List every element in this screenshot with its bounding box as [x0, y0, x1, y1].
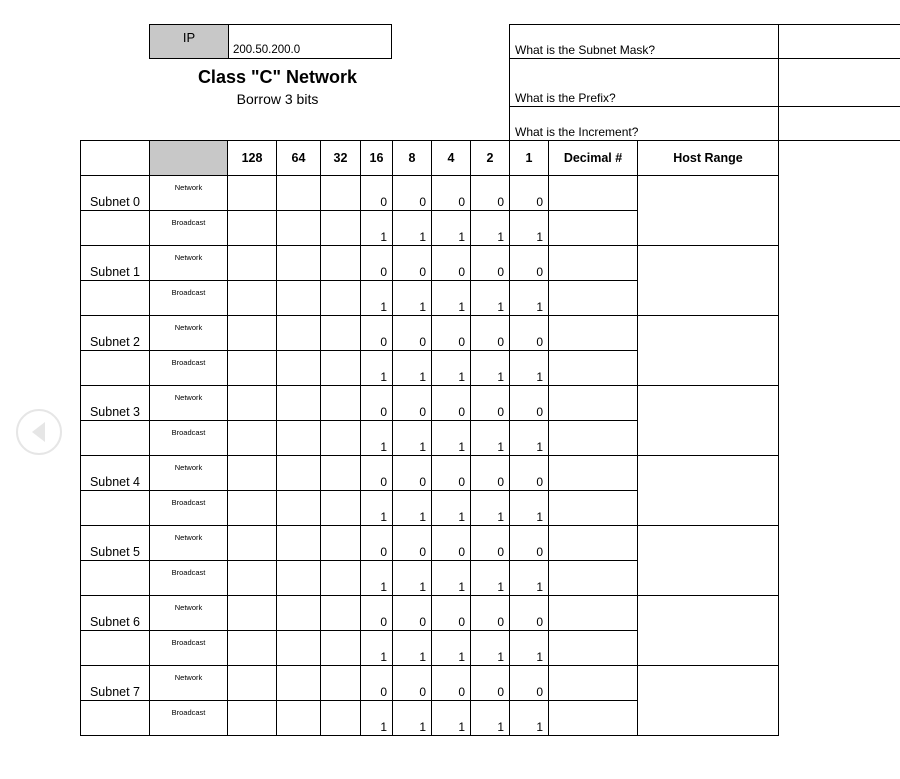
chevron-left-icon: [29, 420, 49, 444]
bit-value: 0: [361, 386, 393, 421]
header-bit-1: 1: [510, 141, 549, 176]
bit-input-cell[interactable]: [321, 211, 361, 246]
bit-input-cell[interactable]: [321, 561, 361, 596]
bit-value: 1: [393, 701, 432, 736]
bit-value: 1: [361, 561, 393, 596]
bit-value: 0: [393, 456, 432, 491]
bit-value: 1: [361, 491, 393, 526]
bit-value: 0: [432, 316, 471, 351]
bit-input-cell[interactable]: [228, 456, 277, 491]
bit-value: 0: [510, 526, 549, 561]
bit-value: 0: [471, 176, 510, 211]
bit-input-cell[interactable]: [228, 701, 277, 736]
bit-value: 1: [361, 351, 393, 386]
bit-input-cell[interactable]: [228, 386, 277, 421]
bit-value: 1: [510, 631, 549, 666]
decimal-input[interactable]: [549, 491, 638, 526]
bit-value: 1: [510, 561, 549, 596]
bit-value: 0: [393, 526, 432, 561]
bit-value: 0: [471, 386, 510, 421]
subnet-6-network-row: [81, 596, 779, 631]
bit-value: 1: [510, 281, 549, 316]
subnet-label-blank: [81, 211, 150, 246]
bit-value: 0: [510, 176, 549, 211]
host-range-input[interactable]: [638, 526, 779, 596]
host-range-input[interactable]: [638, 386, 779, 456]
bit-input-cell[interactable]: [321, 246, 361, 281]
bit-value: 1: [510, 701, 549, 736]
ip-value-field[interactable]: 200.50.200.0: [228, 24, 392, 59]
bit-input-cell[interactable]: [228, 526, 277, 561]
increment-answer[interactable]: [778, 106, 900, 141]
bit-value: 1: [393, 351, 432, 386]
bit-value: 1: [361, 421, 393, 456]
bit-value: 0: [471, 316, 510, 351]
bit-value: 0: [510, 456, 549, 491]
subnet-label-blank: [81, 701, 150, 736]
bit-input-cell[interactable]: [277, 701, 321, 736]
bit-input-cell[interactable]: [277, 596, 321, 631]
bit-input-cell[interactable]: [321, 701, 361, 736]
subnet-mask-answer[interactable]: [778, 24, 900, 59]
bit-value: 1: [432, 281, 471, 316]
decimal-input[interactable]: [549, 281, 638, 316]
subnet-label: Subnet 6: [81, 596, 150, 631]
bit-input-cell[interactable]: [228, 561, 277, 596]
bit-value: 0: [393, 176, 432, 211]
bit-value: 1: [471, 421, 510, 456]
bit-input-cell[interactable]: [321, 386, 361, 421]
bit-input-cell[interactable]: [228, 491, 277, 526]
bit-value: 0: [432, 176, 471, 211]
network-label: Network: [150, 176, 228, 211]
bit-input-cell[interactable]: [277, 421, 321, 456]
decimal-input[interactable]: [549, 456, 638, 491]
bit-input-cell[interactable]: [277, 316, 321, 351]
questions-panel: [509, 24, 900, 141]
bit-value: 1: [393, 421, 432, 456]
bit-input-cell[interactable]: [321, 421, 361, 456]
bit-value: 1: [471, 701, 510, 736]
bit-input-cell[interactable]: [277, 666, 321, 701]
bit-input-cell[interactable]: [228, 351, 277, 386]
subnet-label-blank: [81, 421, 150, 456]
subnet-1-network-row: [81, 246, 779, 281]
page-title: Class "C" Network: [197, 67, 358, 87]
bit-value: 1: [432, 491, 471, 526]
broadcast-label: Broadcast: [150, 561, 228, 596]
bit-input-cell[interactable]: [321, 526, 361, 561]
subnet-label: Subnet 0: [81, 176, 150, 211]
bit-value: 0: [471, 526, 510, 561]
header-bit-2: 2: [471, 141, 510, 176]
bit-input-cell[interactable]: [277, 246, 321, 281]
bit-value: 0: [510, 386, 549, 421]
bit-value: 1: [432, 211, 471, 246]
broadcast-label: Broadcast: [150, 351, 228, 386]
bit-value: 0: [471, 246, 510, 281]
header-bit-4: 4: [432, 141, 471, 176]
bit-input-cell[interactable]: [277, 386, 321, 421]
subnet-label: Subnet 5: [81, 526, 150, 561]
decimal-input[interactable]: [549, 386, 638, 421]
bit-input-cell[interactable]: [228, 176, 277, 211]
subnet-mask-question: What is the Subnet Mask?: [509, 24, 779, 59]
bit-value: 0: [471, 666, 510, 701]
broadcast-label: Broadcast: [150, 701, 228, 736]
host-range-input[interactable]: [638, 666, 779, 736]
network-label: Network: [150, 316, 228, 351]
network-label: Network: [150, 666, 228, 701]
bit-value: 1: [471, 211, 510, 246]
network-label: Network: [150, 386, 228, 421]
bit-value: 0: [361, 526, 393, 561]
subnet-table: [80, 140, 779, 736]
broadcast-label: Broadcast: [150, 421, 228, 456]
bit-value: 1: [471, 491, 510, 526]
bit-value: 0: [393, 666, 432, 701]
decimal-input[interactable]: [549, 596, 638, 631]
subnet-label: Subnet 7: [81, 666, 150, 701]
header-row: [81, 141, 779, 176]
bit-value: 1: [510, 421, 549, 456]
bit-value: 0: [361, 246, 393, 281]
previous-button[interactable]: [16, 409, 62, 455]
bit-value: 1: [393, 561, 432, 596]
header-host-range: Host Range: [638, 141, 779, 176]
host-range-input[interactable]: [638, 456, 779, 526]
bit-input-cell[interactable]: [228, 596, 277, 631]
bit-value: 1: [393, 491, 432, 526]
bit-value: 1: [432, 701, 471, 736]
bit-value: 0: [432, 526, 471, 561]
decimal-input[interactable]: [549, 316, 638, 351]
decimal-input[interactable]: [549, 701, 638, 736]
bit-value: 0: [361, 596, 393, 631]
header-bit-8: 8: [393, 141, 432, 176]
header-grey-cell: [150, 141, 228, 176]
bit-value: 0: [510, 596, 549, 631]
bit-input-cell[interactable]: [228, 316, 277, 351]
bit-value: 1: [393, 631, 432, 666]
host-range-input[interactable]: [638, 316, 779, 386]
bit-input-cell[interactable]: [277, 351, 321, 386]
bit-input-cell[interactable]: [228, 421, 277, 456]
bit-value: 1: [361, 701, 393, 736]
bit-value: 1: [471, 351, 510, 386]
bit-input-cell[interactable]: [321, 596, 361, 631]
network-label: Network: [150, 456, 228, 491]
bit-input-cell[interactable]: [277, 631, 321, 666]
bit-value: 0: [432, 596, 471, 631]
bit-value: 0: [361, 316, 393, 351]
bit-input-cell[interactable]: [321, 666, 361, 701]
broadcast-label: Broadcast: [150, 491, 228, 526]
bit-input-cell[interactable]: [228, 246, 277, 281]
bit-value: 1: [432, 561, 471, 596]
prefix-answer[interactable]: [778, 58, 900, 107]
network-label: Network: [150, 526, 228, 561]
host-range-input[interactable]: [638, 596, 779, 666]
bit-value: 0: [361, 666, 393, 701]
decimal-input[interactable]: [549, 246, 638, 281]
bit-input-cell[interactable]: [321, 281, 361, 316]
subnet-label-blank: [81, 491, 150, 526]
bit-value: 1: [510, 351, 549, 386]
bit-value: 0: [471, 596, 510, 631]
bit-value: 0: [510, 246, 549, 281]
header-bit-32: 32: [321, 141, 361, 176]
decimal-input[interactable]: [549, 631, 638, 666]
subnet-label-blank: [81, 631, 150, 666]
subnet-5-network-row: [81, 526, 779, 561]
bit-value: 0: [432, 666, 471, 701]
bit-value: 0: [432, 386, 471, 421]
subnet-3-network-row: [81, 386, 779, 421]
subnet-label: Subnet 4: [81, 456, 150, 491]
bit-value: 0: [361, 456, 393, 491]
bit-value: 0: [432, 456, 471, 491]
bit-input-cell[interactable]: [228, 631, 277, 666]
host-range-input[interactable]: [638, 176, 779, 246]
bit-value: 1: [432, 631, 471, 666]
bit-input-cell[interactable]: [321, 351, 361, 386]
bit-value: 0: [393, 246, 432, 281]
decimal-input[interactable]: [549, 211, 638, 246]
bit-value: 1: [393, 281, 432, 316]
broadcast-label: Broadcast: [150, 631, 228, 666]
ip-label: IP: [149, 24, 229, 59]
bit-value: 0: [510, 316, 549, 351]
decimal-input[interactable]: [549, 351, 638, 386]
bit-input-cell[interactable]: [321, 491, 361, 526]
subnet-2-network-row: [81, 316, 779, 351]
header-bit-64: 64: [277, 141, 321, 176]
subnet-label: Subnet 1: [81, 246, 150, 281]
bit-value: 1: [361, 281, 393, 316]
page-subtitle: Borrow 3 bits: [236, 91, 319, 107]
header-decimal: Decimal #: [549, 141, 638, 176]
bit-value: 0: [393, 316, 432, 351]
bit-input-cell[interactable]: [321, 316, 361, 351]
bit-value: 1: [471, 561, 510, 596]
increment-question: What is the Increment?: [509, 106, 779, 141]
subnet-label-blank: [81, 561, 150, 596]
bit-input-cell[interactable]: [228, 666, 277, 701]
subnet-label-blank: [81, 351, 150, 386]
decimal-input[interactable]: [549, 526, 638, 561]
bit-input-cell[interactable]: [277, 281, 321, 316]
bit-input-cell[interactable]: [277, 211, 321, 246]
bit-input-cell[interactable]: [321, 456, 361, 491]
bit-value: 0: [393, 386, 432, 421]
network-label: Network: [150, 246, 228, 281]
subnet-label-blank: [81, 281, 150, 316]
host-range-input[interactable]: [638, 246, 779, 316]
bit-input-cell[interactable]: [228, 281, 277, 316]
bit-input-cell[interactable]: [277, 526, 321, 561]
bit-value: 1: [471, 281, 510, 316]
prefix-question: What is the Prefix?: [509, 58, 779, 107]
header-blank: [81, 141, 150, 176]
bit-value: 1: [432, 421, 471, 456]
bit-value: 1: [432, 351, 471, 386]
decimal-input[interactable]: [549, 176, 638, 211]
bit-input-cell[interactable]: [228, 211, 277, 246]
subnet-4-network-row: [81, 456, 779, 491]
bit-value: 1: [510, 211, 549, 246]
bit-value: 1: [510, 491, 549, 526]
bit-input-cell[interactable]: [277, 561, 321, 596]
bit-value: 1: [393, 211, 432, 246]
subnet-0-network-row: [81, 176, 779, 211]
network-label: Network: [150, 596, 228, 631]
subnet-7-network-row: [81, 666, 779, 701]
bit-value: 0: [361, 176, 393, 211]
bit-value: 0: [432, 246, 471, 281]
bit-value: 0: [393, 596, 432, 631]
bit-value: 0: [510, 666, 549, 701]
decimal-input[interactable]: [549, 666, 638, 701]
bit-input-cell[interactable]: [277, 176, 321, 211]
header-bit-128: 128: [228, 141, 277, 176]
broadcast-label: Broadcast: [150, 211, 228, 246]
subnet-label: Subnet 3: [81, 386, 150, 421]
decimal-input[interactable]: [549, 421, 638, 456]
bit-value: 0: [471, 456, 510, 491]
subnet-label: Subnet 2: [81, 316, 150, 351]
bit-value: 1: [471, 631, 510, 666]
decimal-input[interactable]: [549, 561, 638, 596]
bit-value: 1: [361, 211, 393, 246]
bit-input-cell[interactable]: [321, 176, 361, 211]
bit-input-cell[interactable]: [277, 491, 321, 526]
broadcast-label: Broadcast: [150, 281, 228, 316]
bit-input-cell[interactable]: [321, 631, 361, 666]
header-bit-16: 16: [361, 141, 393, 176]
bit-value: 1: [361, 631, 393, 666]
bit-input-cell[interactable]: [277, 456, 321, 491]
